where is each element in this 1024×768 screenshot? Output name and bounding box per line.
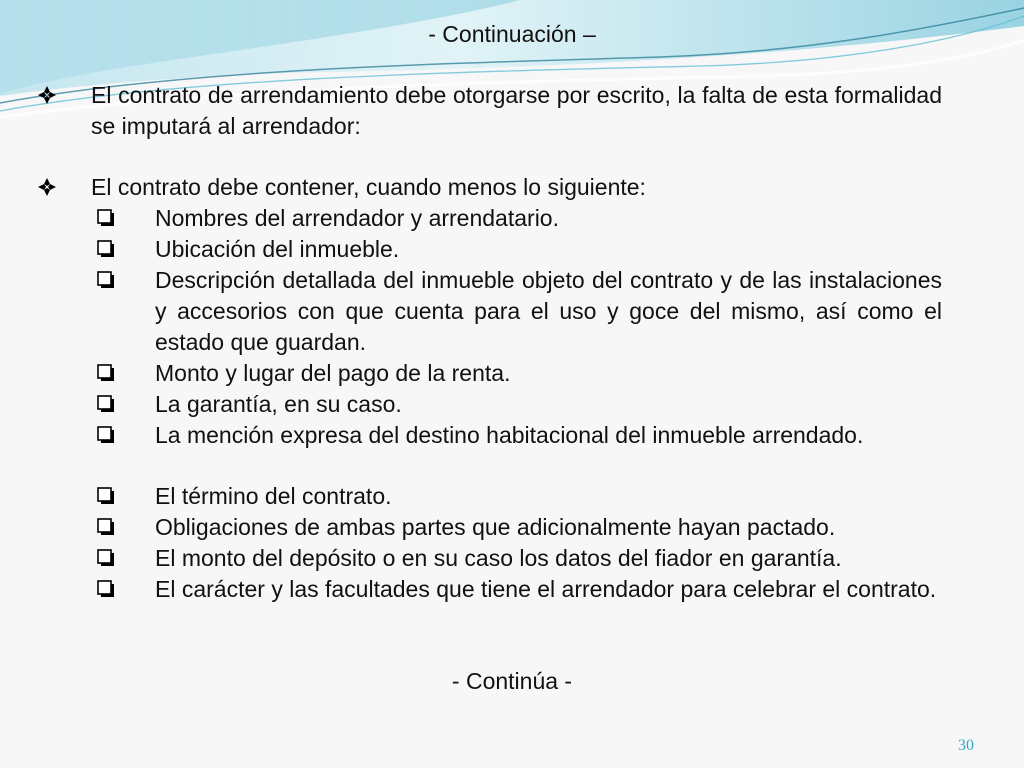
page-number: 30 [958,737,974,754]
diamond-bullet-icon [38,86,56,104]
list-item-text: Monto y lugar del pago de la renta. [155,360,511,386]
list-item [97,265,942,358]
list-item [97,481,942,512]
continue-note: - Continúa - [451,668,573,694]
bullet-2 [38,172,942,203]
list-item [97,420,942,451]
list-item-text: Descripción detallada del inmueble objeto del contrato y de las instalaciones y accesorios con que cuenta para el uso y goce del mismo, así como el estado que guardan. [155,267,942,355]
list-item [97,543,942,574]
list-item [97,389,942,420]
checkbox-bullet-icon [97,487,116,506]
list-item-text: Ubicación del inmueble. [155,236,400,262]
checkbox-bullet-icon [97,580,116,599]
list-item-text: El monto del depósito o en su caso los datos del fiador en garantía. [155,545,842,571]
list-item [97,574,942,605]
checkbox-bullet-icon [97,395,116,414]
list-item-text: La garantía, en su caso. [155,391,402,417]
checkbox-bullet-icon [97,518,116,537]
list-item-text: El carácter y las facultades que tiene el arrendador para celebrar el contrato. [155,576,937,602]
list-item-text: El término del contrato. [155,483,392,509]
checkbox-bullet-icon [97,549,116,568]
list-item [97,512,942,543]
list-item [97,234,942,265]
slide-title: - Continuación – [428,21,596,47]
checkbox-bullet-icon [97,209,116,228]
checkbox-bullet-icon [97,426,116,445]
bullet-1 [38,80,942,142]
list-item-text: Obligaciones de ambas partes que adicionalmente hayan pactado. [155,514,836,540]
bullet-text: El contrato debe contener, cuando menos lo siguiente: [91,174,646,200]
checkbox-bullet-icon [97,364,116,383]
checkbox-bullet-icon [97,240,116,259]
list-item-text: La mención expresa del destino habitacional del inmueble arrendado. [155,422,864,448]
list-item [97,203,942,234]
list-item-text: Nombres del arrendador y arrendatario. [155,205,559,231]
diamond-bullet-icon [38,178,56,196]
checkbox-bullet-icon [97,271,116,290]
bullet-text: El contrato de arrendamiento debe otorgarse por escrito, la falta de esta formalidad se imputará al arrendador: [91,82,942,139]
list-item [97,358,942,389]
